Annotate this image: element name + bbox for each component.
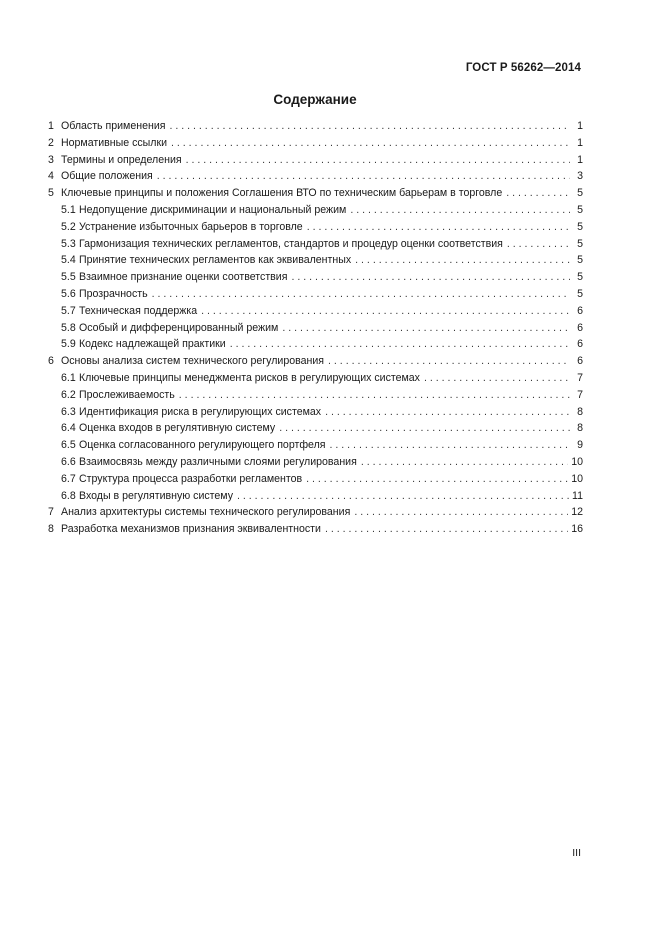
toc-entry-title: Гармонизация технических регламентов, стандартов и процедур оценки соответствия <box>79 237 503 250</box>
toc-entry-number: 1 <box>48 120 54 132</box>
toc-dot-leader <box>325 521 568 538</box>
toc-entry-page: 5 <box>577 254 583 267</box>
toc-entry-page: 6 <box>577 304 583 317</box>
toc-entry[interactable] <box>48 286 583 303</box>
toc-dot-leader <box>330 437 570 454</box>
toc-entry-title: Область применения <box>61 120 166 132</box>
toc-entry-page: 12 <box>571 506 583 519</box>
toc-entry-title: Оценка согласованного регулирующего портфеля <box>79 439 326 452</box>
toc-entry-number: 6 <box>48 355 54 368</box>
toc-entry-title: Устранение избыточных барьеров в торговле <box>79 220 303 233</box>
toc-dot-leader <box>171 135 570 152</box>
toc-entry[interactable] <box>48 269 583 286</box>
toc-entry-title: Ключевые принципы и положения Соглашения ВТО по техническим барьерам в торговле <box>61 187 503 200</box>
toc-entry-number: 5.4 <box>61 254 76 267</box>
toc-entry-number: 5.8 <box>61 321 76 334</box>
toc-dot-leader <box>201 303 570 320</box>
toc-entry-number: 5 <box>48 187 54 200</box>
toc-entry[interactable] <box>48 219 583 236</box>
toc-entry-title: Нормативные ссылки <box>61 136 168 149</box>
toc-entry[interactable] <box>48 437 583 454</box>
toc-entry[interactable] <box>48 303 583 320</box>
toc-entry-page: 16 <box>571 523 583 536</box>
toc-entry-number: 6.1 <box>61 371 76 384</box>
toc-entry-page: 11 <box>572 489 583 502</box>
toc-entry-page: 9 <box>577 439 583 452</box>
toc-entry[interactable] <box>48 152 583 169</box>
toc-dot-leader <box>361 454 568 471</box>
toc-entry-number: 5.1 <box>61 203 76 216</box>
toc-entry-page: 1 <box>577 120 583 132</box>
toc-entry[interactable] <box>48 420 583 437</box>
toc-entry-page: 6 <box>577 321 583 334</box>
toc-entry-page: 3 <box>577 170 583 183</box>
toc-entry-number: 6.7 <box>61 472 76 485</box>
toc-dot-leader <box>328 353 570 370</box>
toc-entry-title: Ключевые принципы менеджмента рисков в регулирующих системах <box>79 371 420 384</box>
toc-dot-leader <box>354 504 568 521</box>
toc-entry-title: Входы в регулятивную систему <box>79 489 233 502</box>
toc-entry-number: 6.5 <box>61 439 76 452</box>
toc-entry[interactable] <box>48 135 583 152</box>
toc-dot-leader <box>307 219 570 236</box>
toc-entry-page: 8 <box>577 405 583 418</box>
toc-entry-page: 7 <box>577 388 583 401</box>
toc-entry[interactable] <box>48 370 583 387</box>
toc-entry-number: 2 <box>48 136 54 149</box>
toc-dot-leader <box>355 252 570 269</box>
toc-entry-title: Структура процесса разработки регламентов <box>79 472 303 485</box>
toc-entry[interactable] <box>48 471 583 488</box>
toc-entry[interactable] <box>48 404 583 421</box>
toc-dot-leader <box>152 286 570 303</box>
toc-entry-number: 5.7 <box>61 304 76 317</box>
toc-entry-number: 3 <box>48 153 54 166</box>
toc-dot-leader <box>424 370 570 387</box>
toc-entry-page: 5 <box>577 237 583 250</box>
toc-entry-title: Основы анализа систем технического регулирования <box>61 355 325 368</box>
toc-entry-number: 6.2 <box>61 388 76 401</box>
toc-entry-page: 1 <box>577 153 583 166</box>
toc-entry[interactable] <box>48 387 583 404</box>
toc-dot-leader <box>230 336 570 353</box>
toc-entry-number: 8 <box>48 523 54 536</box>
toc-entry-page: 6 <box>577 355 583 368</box>
toc-entry-page: 5 <box>577 187 583 200</box>
toc-entry-title: Техническая поддержка <box>79 304 198 317</box>
toc-dot-leader <box>237 488 569 505</box>
toc-dot-leader <box>506 185 570 202</box>
toc-dot-leader <box>186 152 570 169</box>
toc-entry-page: 10 <box>571 472 583 485</box>
toc-entry[interactable] <box>48 353 583 370</box>
toc-entry-page: 10 <box>571 455 583 468</box>
toc-entry-number: 6.8 <box>61 489 76 502</box>
toc-entry-title: Прозрачность <box>79 287 148 300</box>
toc-entry[interactable] <box>48 521 583 538</box>
toc-entry-title: Термины и определения <box>61 153 182 166</box>
toc-entry[interactable] <box>48 236 583 253</box>
toc-entry-number: 5.9 <box>61 338 76 351</box>
table-of-contents <box>48 118 583 538</box>
toc-title: Содержание <box>273 92 357 107</box>
toc-entry[interactable] <box>48 504 583 521</box>
toc-dot-leader <box>179 387 570 404</box>
toc-entry-page: 5 <box>577 271 583 284</box>
toc-entry-page: 1 <box>577 136 583 149</box>
page-number: III <box>572 847 581 859</box>
toc-entry[interactable] <box>48 252 583 269</box>
toc-entry-title: Разработка механизмов признания эквивалентности <box>61 523 321 536</box>
toc-entry-title: Принятие технических регламентов как эквивалентных <box>79 254 352 267</box>
toc-entry-page: 8 <box>577 422 583 435</box>
toc-dot-leader <box>291 269 570 286</box>
toc-entry-title: Общие положения <box>61 170 153 183</box>
toc-dot-leader <box>279 420 570 437</box>
toc-dot-leader <box>306 471 568 488</box>
toc-entry-title: Недопущение дискриминации и национальный режим <box>79 203 347 216</box>
toc-entry[interactable] <box>48 320 583 337</box>
toc-entry[interactable] <box>48 202 583 219</box>
toc-entry-number: 5.5 <box>61 271 76 284</box>
toc-entry-number: 5.3 <box>61 237 76 250</box>
standard-code: ГОСТ Р 56262—2014 <box>465 62 581 74</box>
toc-entry-title: Идентификация риска в регулирующих системах <box>79 405 322 418</box>
toc-entry-title: Взаимное признание оценки соответствия <box>79 271 288 284</box>
toc-dot-leader <box>507 236 570 253</box>
toc-entry-number: 6.3 <box>61 405 76 418</box>
toc-entry[interactable] <box>48 454 583 471</box>
toc-entry-title: Кодекс надлежащей практики <box>79 338 226 351</box>
toc-dot-leader <box>157 168 570 185</box>
toc-entry-number: 6.6 <box>61 455 76 468</box>
toc-entry[interactable] <box>48 336 583 353</box>
toc-entry-number: 7 <box>48 506 54 519</box>
toc-entry-page: 5 <box>577 203 583 216</box>
toc-entry[interactable] <box>48 118 583 135</box>
toc-entry-page: 5 <box>577 220 583 233</box>
toc-entry-number: 4 <box>48 170 54 183</box>
toc-entry[interactable] <box>48 168 583 185</box>
toc-dot-leader <box>169 118 570 135</box>
toc-dot-leader <box>282 320 570 337</box>
toc-entry-title: Прослеживаемость <box>79 388 175 401</box>
toc-entry-title: Особый и дифференцированный режим <box>79 321 279 334</box>
toc-entry-page: 7 <box>577 371 583 384</box>
toc-entry-title: Взаимосвязь между различными слоями регулирования <box>79 455 357 468</box>
toc-entry-title: Анализ архитектуры системы технического регулирования <box>61 506 351 519</box>
toc-entry-number: 5.6 <box>61 287 76 300</box>
toc-dot-leader <box>350 202 570 219</box>
toc-entry[interactable] <box>48 185 583 202</box>
toc-entry-page: 6 <box>577 338 583 351</box>
toc-entry[interactable] <box>48 488 583 505</box>
toc-dot-leader <box>325 404 570 421</box>
toc-entry-number: 5.2 <box>61 220 76 233</box>
toc-entry-title: Оценка входов в регулятивную систему <box>79 422 276 435</box>
toc-entry-number: 6.4 <box>61 422 76 435</box>
toc-entry-page: 5 <box>577 287 583 300</box>
